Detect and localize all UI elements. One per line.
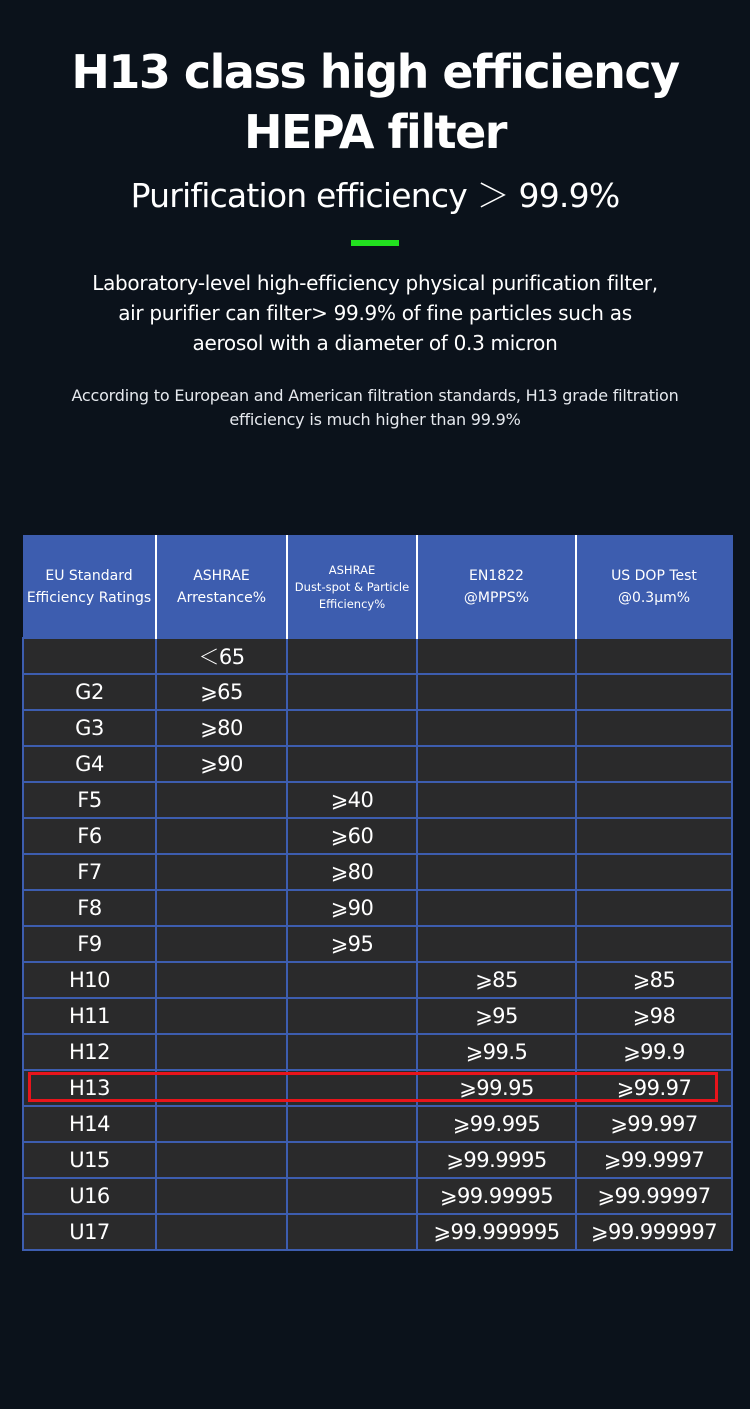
column-header-text: EU Standard: [45, 568, 133, 584]
rating-cell: U17: [23, 1214, 156, 1250]
table-body: [23, 638, 732, 1250]
column-header-text: Efficiency%: [318, 596, 386, 611]
value-cell: [287, 1034, 417, 1070]
column-header-text: ASHRAE: [328, 562, 376, 577]
table-row: [23, 746, 732, 782]
table-row: [23, 674, 732, 710]
value-cell: [156, 926, 287, 962]
column-header-text: Arrestance%: [177, 590, 266, 606]
table-row: [23, 782, 732, 818]
rating-cell: F6: [23, 818, 156, 854]
value-cell: [287, 710, 417, 746]
value-cell: [576, 638, 732, 674]
rating-cell: [23, 638, 156, 674]
value-cell: ⩾99.999995: [417, 1214, 576, 1250]
column-header-4: [417, 536, 576, 638]
column-header-text: @0.3μm%: [617, 590, 691, 606]
column-header-text: EN1822: [469, 568, 524, 584]
column-header-5: [576, 536, 732, 638]
description-line-2: air purifier can filter> 99.9% of fine particles such as: [118, 301, 632, 325]
value-cell: ⩾85: [417, 962, 576, 998]
rating-cell: G3: [23, 710, 156, 746]
value-cell: [156, 1142, 287, 1178]
value-cell: [287, 1106, 417, 1142]
value-cell: ⩾99.97: [576, 1070, 732, 1106]
note-line-2: efficiency is much higher than 99.9%: [229, 410, 521, 429]
column-header-1: [23, 536, 156, 638]
value-cell: [156, 1034, 287, 1070]
value-cell: ⩾99.5: [417, 1034, 576, 1070]
rating-cell: H11: [23, 998, 156, 1034]
table-row: [23, 710, 732, 746]
value-cell: [417, 854, 576, 890]
value-cell: ⩾80: [287, 854, 417, 890]
table-row: [23, 1070, 732, 1106]
value-cell: [287, 1070, 417, 1106]
value-cell: ⩾99.9995: [417, 1142, 576, 1178]
table-row: [23, 962, 732, 998]
value-cell: ⩾65: [156, 674, 287, 710]
value-cell: [287, 746, 417, 782]
filter-rating-table: [22, 535, 733, 1251]
value-cell: ⩾95: [417, 998, 576, 1034]
column-header-text: ASHRAE: [193, 568, 250, 584]
value-cell: ⩾90: [156, 746, 287, 782]
rating-cell: F9: [23, 926, 156, 962]
value-cell: ⩾99.995: [417, 1106, 576, 1142]
value-cell: ⩾99.99997: [576, 1178, 732, 1214]
value-cell: ⩾99.99995: [417, 1178, 576, 1214]
value-cell: [156, 1214, 287, 1250]
table-row: [23, 1142, 732, 1178]
rating-cell: H14: [23, 1106, 156, 1142]
column-header-text: Efficiency Ratings: [26, 590, 152, 606]
description: [60, 268, 690, 358]
value-cell: [576, 818, 732, 854]
table-row: [23, 818, 732, 854]
accent-divider: [351, 240, 399, 246]
value-cell: [417, 890, 576, 926]
value-cell: [156, 1106, 287, 1142]
value-cell: ⩾60: [287, 818, 417, 854]
table-row: [23, 1034, 732, 1070]
column-header-text: Dust-spot & Particle: [294, 579, 410, 594]
column-header-text: @MPPS%: [463, 590, 530, 606]
subtitle: Purification efficiency ＞ 99.9%: [130, 176, 620, 215]
rating-cell: G2: [23, 674, 156, 710]
value-cell: [156, 782, 287, 818]
column-header-2: [156, 536, 287, 638]
rating-cell: H12: [23, 1034, 156, 1070]
title-line-2: HEPA filter: [244, 105, 506, 159]
value-cell: [417, 638, 576, 674]
table-row: [23, 998, 732, 1034]
value-cell: [156, 818, 287, 854]
value-cell: ＜65: [156, 638, 287, 674]
value-cell: ⩾95: [287, 926, 417, 962]
value-cell: ⩾98: [576, 998, 732, 1034]
value-cell: ⩾99.95: [417, 1070, 576, 1106]
value-cell: [417, 926, 576, 962]
value-cell: [156, 1178, 287, 1214]
description-line-3: aerosol with a diameter of 0.3 micron: [192, 331, 558, 355]
rating-cell: F8: [23, 890, 156, 926]
value-cell: [576, 710, 732, 746]
description-line-1: Laboratory-level high-efficiency physical purification filter,: [92, 271, 658, 295]
value-cell: ⩾85: [576, 962, 732, 998]
value-cell: [156, 890, 287, 926]
rating-cell: F7: [23, 854, 156, 890]
column-header-3: [287, 536, 417, 638]
table-row: [23, 1106, 732, 1142]
value-cell: [287, 998, 417, 1034]
note-line-1: According to European and American filtration standards, H13 grade filtration: [71, 386, 679, 405]
value-cell: [417, 782, 576, 818]
table-row: [23, 1178, 732, 1214]
table-row: [23, 890, 732, 926]
value-cell: [156, 998, 287, 1034]
value-cell: [287, 674, 417, 710]
value-cell: [417, 818, 576, 854]
value-cell: ⩾99.9997: [576, 1142, 732, 1178]
value-cell: [287, 1178, 417, 1214]
rating-cell: H13: [23, 1070, 156, 1106]
value-cell: [417, 674, 576, 710]
table-header: [23, 536, 732, 638]
table-row: [23, 926, 732, 962]
table-row: [23, 854, 732, 890]
value-cell: ⩾80: [156, 710, 287, 746]
value-cell: [576, 854, 732, 890]
value-cell: [576, 890, 732, 926]
value-cell: ⩾40: [287, 782, 417, 818]
value-cell: [287, 638, 417, 674]
value-cell: [287, 1214, 417, 1250]
rating-cell: H10: [23, 962, 156, 998]
value-cell: [576, 674, 732, 710]
value-cell: [417, 746, 576, 782]
value-cell: [576, 782, 732, 818]
value-cell: [287, 1142, 417, 1178]
value-cell: [576, 746, 732, 782]
filter-rating-table-container: [22, 535, 731, 1251]
table-row: [23, 1214, 732, 1250]
value-cell: ⩾99.997: [576, 1106, 732, 1142]
rating-cell: G4: [23, 746, 156, 782]
value-cell: [156, 854, 287, 890]
table-row: [23, 638, 732, 674]
page-title: [0, 42, 750, 162]
column-header-text: US DOP Test: [611, 568, 697, 584]
value-cell: ⩾99.9: [576, 1034, 732, 1070]
value-cell: [287, 962, 417, 998]
rating-cell: U16: [23, 1178, 156, 1214]
value-cell: ⩾99.999997: [576, 1214, 732, 1250]
value-cell: ⩾90: [287, 890, 417, 926]
value-cell: [576, 926, 732, 962]
rating-cell: F5: [23, 782, 156, 818]
value-cell: [156, 1070, 287, 1106]
value-cell: [156, 962, 287, 998]
standards-note: [30, 384, 720, 432]
rating-cell: U15: [23, 1142, 156, 1178]
title-line-1: H13 class high efficiency: [71, 45, 679, 99]
value-cell: [417, 710, 576, 746]
